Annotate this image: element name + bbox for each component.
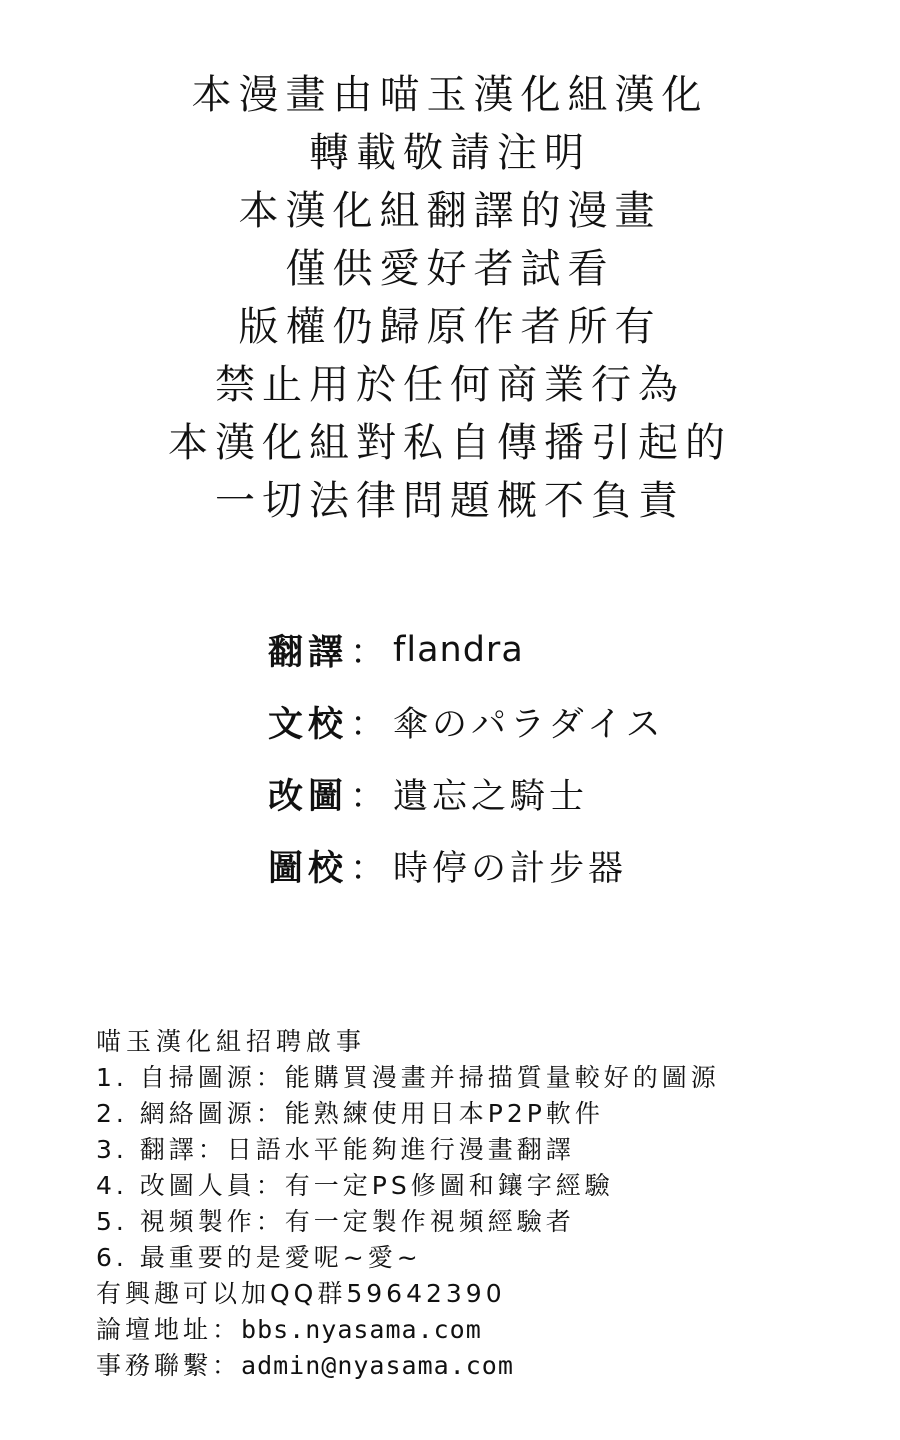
forum-address-line: [96, 1312, 876, 1348]
credit-role: 圖校: [268, 849, 349, 889]
credit-name: 時停の計步器: [393, 849, 628, 889]
credit-name: flandra: [393, 630, 524, 670]
credit-separator: ：: [350, 777, 386, 817]
disclaimer-line: 轉載敬請注明: [309, 130, 591, 176]
credit-role: 翻譯: [268, 633, 349, 673]
disclaimer-line: 禁止用於任何商業行為: [215, 362, 685, 408]
recruitment-item: 6. 最重要的是愛呢~愛~: [96, 1243, 422, 1272]
disclaimer-line: 版權仍歸原作者所有: [238, 304, 662, 350]
credit-separator: ：: [350, 849, 386, 889]
forum-label: 論壇地址：: [96, 1315, 242, 1344]
credit-separator: ：: [350, 633, 386, 673]
credit-role: 文校: [268, 705, 349, 745]
credit-proofreader: [268, 686, 868, 758]
recruitment-item: 2. 網絡圖源：能熟練使用日本P2P軟件: [96, 1099, 604, 1128]
credit-translator: [268, 614, 868, 686]
disclaimer-line: 一切法律問題概不負責: [215, 478, 685, 524]
recruitment-title: 喵玉漢化組招聘啟事: [96, 1027, 367, 1056]
qq-group-line: 有興趣可以加QQ群59642390: [96, 1279, 506, 1308]
disclaimer-line: 本漢化組對私自傳播引起的: [168, 420, 732, 466]
credit-editor: [268, 758, 868, 830]
credit-image-checker: [268, 830, 868, 902]
recruitment-item: 4. 改圖人員：有一定PS修圖和鑲字經驗: [96, 1171, 614, 1200]
credit-name: 遺忘之騎士: [393, 777, 589, 817]
disclaimer-line: 僅供愛好者試看: [285, 246, 615, 292]
disclaimer-line: 本漢化組翻譯的漫畫: [238, 188, 662, 234]
credit-role: 改圖: [268, 777, 349, 817]
contact-line: [96, 1348, 876, 1384]
disclaimer-block: [0, 66, 900, 530]
recruitment-item: 1. 自掃圖源：能購買漫畫并掃描質量較好的圖源: [96, 1063, 720, 1092]
recruitment-notice: [96, 1024, 876, 1384]
recruitment-item: 3. 翻譯：日語水平能夠進行漫畫翻譯: [96, 1135, 575, 1164]
contact-label: 事務聯繫：: [96, 1351, 242, 1380]
disclaimer-line: 本漫畫由喵玉漢化組漢化: [191, 72, 709, 118]
credit-separator: ：: [350, 705, 386, 745]
staff-credits: [268, 614, 868, 902]
recruitment-item: 5. 視頻製作：有一定製作視頻經驗者: [96, 1207, 575, 1236]
contact-email: admin@nyasama.com: [241, 1351, 514, 1380]
credit-name: 傘のパラダイス: [393, 705, 665, 745]
forum-url: bbs.nyasama.com: [241, 1315, 482, 1344]
